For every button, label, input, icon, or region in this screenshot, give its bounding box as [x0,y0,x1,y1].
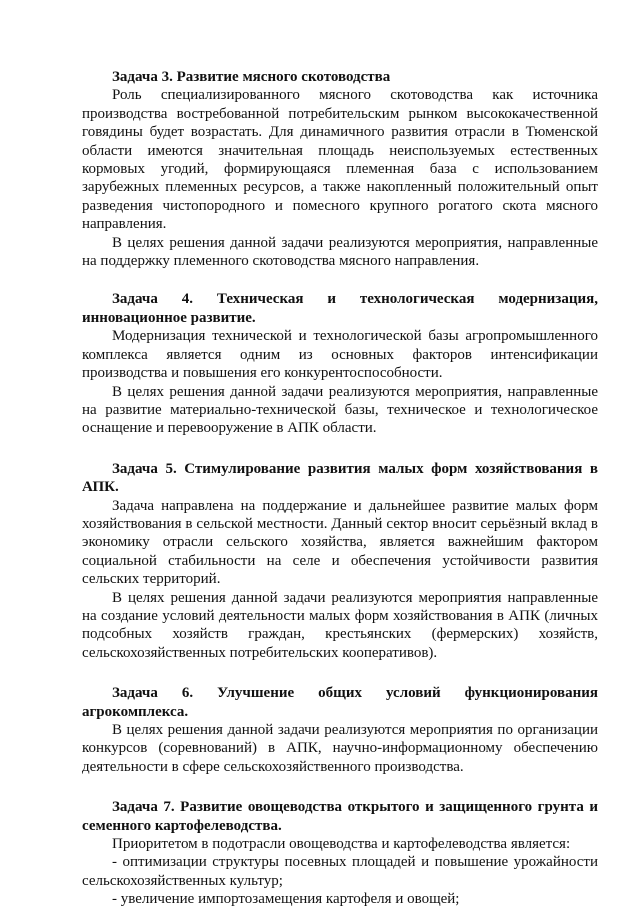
task-3-section [82,68,598,270]
task-3-heading: Задача 3. Развитие мясного скотоводства [112,69,391,85]
task-4-heading: Задача 4. Техническая и технологическая модернизация, инновационное развитие. [82,291,598,326]
task-4-paragraph-1: Модернизация технической и технологической базы агропромышленного комплекса является одним из основных факторов интенсификации производства и повышения его конкурентоспособности. [82,328,598,382]
task-4-section [82,290,598,437]
task-5-heading: Задача 5. Стимулирование развития малых форм хозяйствования в АПК. [82,460,598,496]
task-5-paragraph-1: Задача направлена на поддержание и дальнейшее развитие малых форм хозяйствования в сельской местности. Данный сектор вносит серьёзный вклад в экономику отрасли сельского хозяйства, является важнейшим фактором социальной стабильности на селе и обеспечения устойчивости развития сельских территорий. [82,497,598,588]
task-7-section [82,798,598,908]
task-7-list-item-1: - оптимизации структуры посевных площадей и повышение урожайности сельскохозяйственных культур; [82,854,598,889]
task-3-paragraph-2: В целях решения данной задачи реализуются мероприятия, направленные на поддержку племенного скотоводства мясного направления. [82,234,598,270]
task-5-paragraph-2: В целях решения данной задачи реализуются мероприятия направленные на создание условий деятельности малых форм хозяйствования в АПК (личных подсобных хозяйств граждан, крестьянских (фермерских) хозяйств, сельскохозяйственных потребительских кооперативов). [82,589,598,661]
task-6-section [82,684,598,776]
task-7-list-item-2: - увеличение импортозамещения картофеля и овощей; [112,891,460,908]
task-6-heading: Задача 6. Улучшение общих условий функционирования агрокомплекса. [82,685,598,720]
task-4-paragraph-2: В целях решения данной задачи реализуются мероприятия, направленные на развитие материально-технической базы, техническое и технологическое оснащение и перевооружение в АПК области. [82,383,598,437]
task-6-paragraph-1: В целях решения данной задачи реализуются мероприятия по организации конкурсов (соревнований) в АПК, научно-информационному обеспечению деятельности в сфере сельскохозяйственного производства. [82,722,598,775]
task-7-paragraph-1: Приоритетом в подотрасли овощеводства и картофелеводства является: [112,836,571,853]
task-3-paragraph-1: Роль специализированного мясного скотоводства как источника производства востребованной потребительским рынком высококачественной говядины будет возрастать. Для динамичного развития отрасли в Тюменской области имеются значительная площадь неиспользуемых естественных кормовых угодий, формирующаяся племенная база с использованием зарубежных племенных ресурсов, а также накопленный положительный опыт разведения чистопородного и помесного крупного рогатого скота мясного направления. [82,87,598,233]
task-5-section [82,460,598,662]
task-7-heading: Задача 7. Развитие овощеводства открытого и защищенного грунта и семенного картофелеводства. [82,799,598,834]
document-page [82,68,598,909]
